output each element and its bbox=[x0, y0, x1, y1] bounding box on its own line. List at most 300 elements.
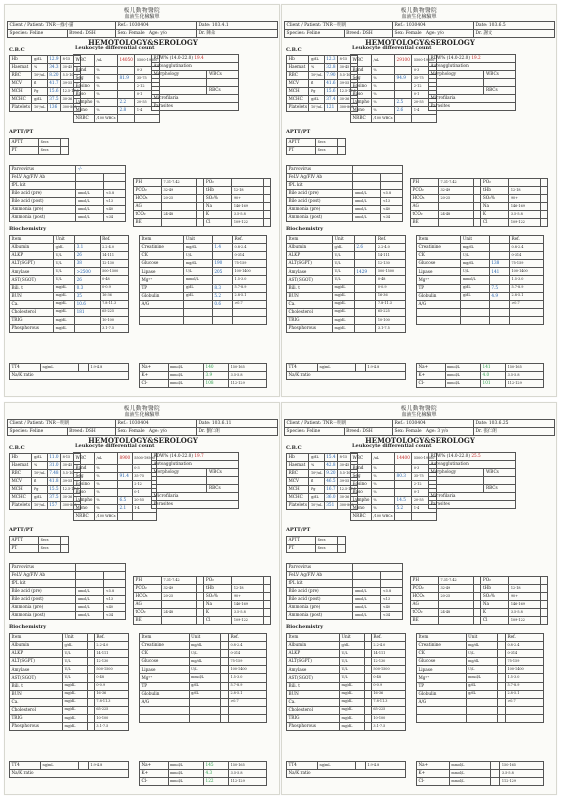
table-row bbox=[10, 478, 81, 486]
lyte-value: 4.0 bbox=[481, 372, 506, 380]
cbc-unit: Pg bbox=[32, 486, 47, 494]
leuk-item: Seg bbox=[74, 75, 95, 83]
lyte-value: 122 bbox=[204, 778, 229, 786]
bile-pre-ref: <5.8 bbox=[104, 588, 126, 596]
table-row bbox=[429, 485, 516, 493]
gas-ref bbox=[232, 577, 264, 585]
aptt-unit: Secs bbox=[316, 147, 338, 155]
bio-unit: g/dL bbox=[184, 284, 212, 292]
leuk-value bbox=[395, 513, 412, 521]
gas-item: K bbox=[204, 211, 232, 219]
wbc-unit: /uL bbox=[94, 55, 117, 67]
table-row bbox=[74, 453, 157, 465]
autoagg-label: Autoagglutination bbox=[152, 461, 239, 469]
bio-value bbox=[498, 682, 506, 690]
table-row bbox=[287, 96, 358, 104]
leuk-item: Seg bbox=[74, 473, 95, 481]
cbc-item: RBC bbox=[10, 470, 32, 478]
leuk-ref bbox=[412, 513, 437, 521]
table-row bbox=[74, 489, 157, 497]
bio-value: 1429 bbox=[354, 268, 375, 276]
bio-ref: 2.2-4.0 bbox=[371, 642, 405, 650]
bio-value: 4.9 bbox=[489, 292, 509, 300]
sex-value: Female bbox=[128, 428, 145, 434]
table-row bbox=[10, 642, 129, 650]
table-row bbox=[417, 674, 544, 682]
bio-unit: g/dL bbox=[62, 642, 87, 650]
date-label: Date: bbox=[475, 420, 488, 426]
bio-unit: mg/dL bbox=[333, 316, 355, 324]
table-row bbox=[411, 195, 548, 203]
bio-unit: mg/dL bbox=[333, 300, 355, 308]
cbc-item: MCV bbox=[287, 478, 309, 486]
parvo-label: Parvovirus bbox=[287, 564, 353, 572]
rdw-label: RDW% (14.0-22.0) bbox=[153, 55, 193, 61]
autoagg-label: Autoagglutination bbox=[152, 63, 239, 71]
bio-unit: mmol/L bbox=[466, 674, 498, 682]
bio-ref: 100-1400 bbox=[228, 666, 266, 674]
gas-ref: 20-25 bbox=[438, 593, 473, 601]
table-row bbox=[429, 493, 516, 501]
cbc-value: 34.3 bbox=[47, 64, 60, 72]
table-row bbox=[429, 71, 516, 79]
bio-ref: 75-159 bbox=[509, 260, 543, 268]
aptt-title: APTT/PT bbox=[286, 129, 311, 135]
table-row bbox=[417, 244, 544, 252]
bio-unit: g/dL bbox=[466, 682, 498, 690]
cbc-value: 157 bbox=[47, 502, 60, 510]
bile-pre-ref: <5.8 bbox=[381, 588, 403, 596]
date-label: Date: bbox=[475, 22, 488, 28]
leuk-value bbox=[395, 481, 412, 489]
wbc-unit: /uL bbox=[371, 453, 394, 465]
gas-item: tCO₂ bbox=[411, 609, 439, 617]
bio-unit: mg/dL bbox=[461, 260, 489, 268]
bio-ref: 100-1400 bbox=[509, 268, 543, 276]
table-row bbox=[429, 103, 516, 111]
table-row bbox=[351, 83, 437, 91]
bio-ref: 7.8-11.3 bbox=[94, 698, 128, 706]
bio-ref: 3.1-7.5 bbox=[100, 325, 128, 333]
bio-value bbox=[365, 706, 372, 714]
wbcs-label: WBCs bbox=[207, 469, 239, 477]
amm-post-unit: umol/L bbox=[353, 612, 381, 620]
leuk-ref: 0-3 bbox=[412, 465, 437, 473]
table-row bbox=[10, 537, 69, 545]
dr-label: Dr. bbox=[198, 30, 206, 36]
bio-unit: U/L bbox=[54, 268, 75, 276]
table-row bbox=[417, 634, 544, 642]
gas-item: tCO₂ bbox=[411, 211, 439, 219]
amm-pre-label: Ammonia (pre) bbox=[10, 206, 76, 214]
cbc-table bbox=[286, 453, 358, 510]
table-row bbox=[10, 706, 129, 714]
bio-ref: 0-48 bbox=[376, 276, 406, 284]
table-row bbox=[74, 91, 160, 99]
table-row bbox=[134, 601, 271, 609]
table-row bbox=[351, 55, 437, 67]
biochem-right-table bbox=[416, 235, 544, 325]
bio-value bbox=[365, 642, 372, 650]
cbc-item: MCHC bbox=[10, 494, 32, 502]
blood-gas-table bbox=[133, 178, 271, 227]
bio-unit: mg/dL bbox=[339, 690, 364, 698]
col-unit: Unit bbox=[466, 634, 498, 642]
col-item: Item bbox=[140, 634, 190, 642]
table-row bbox=[411, 577, 548, 585]
date-label: Date: bbox=[198, 420, 211, 426]
aptt-title: APTT/PT bbox=[286, 527, 311, 533]
bio-value bbox=[221, 682, 229, 690]
rdw-label: RDW% (14.0-22.0) bbox=[153, 453, 193, 459]
bio-item: Amylase bbox=[287, 268, 333, 276]
table-row bbox=[134, 203, 271, 211]
lyte-ref: 3.5-5.8 bbox=[500, 770, 544, 778]
bio-item: ALT(SGPT) bbox=[10, 658, 63, 666]
table-row bbox=[287, 364, 406, 372]
bio-unit bbox=[184, 300, 212, 308]
bio-unit: mg/dL bbox=[184, 260, 212, 268]
bio-item: A/G bbox=[140, 300, 184, 308]
amm-post-ref: <34 bbox=[104, 214, 126, 222]
bio-item: Amylase bbox=[287, 666, 340, 674]
table-row bbox=[10, 292, 129, 300]
bio-item: Albumin bbox=[287, 244, 333, 252]
wbc-ref: 5500-19500 bbox=[412, 453, 437, 465]
bio-ref: 0-48 bbox=[94, 674, 128, 682]
lyte-item: K+ bbox=[140, 372, 169, 380]
leuk-value bbox=[118, 115, 135, 123]
bio-unit: mg/dL bbox=[461, 244, 489, 252]
col-unit: Unit bbox=[184, 236, 212, 244]
breed-value: DSH bbox=[362, 30, 373, 36]
bio-item: TRIG bbox=[287, 316, 333, 324]
bio-value bbox=[88, 698, 95, 706]
cbc-unit: fl bbox=[32, 478, 47, 486]
table-row bbox=[10, 56, 81, 64]
table-row bbox=[287, 545, 346, 553]
rdw-value: 19.7 bbox=[194, 453, 204, 459]
gas-item: PCO₂ bbox=[411, 187, 439, 195]
cbc-ref: 30-36 bbox=[61, 494, 81, 502]
table-row bbox=[140, 650, 267, 658]
bio-value bbox=[498, 690, 506, 698]
aptt-value bbox=[61, 537, 69, 545]
leuk-ref: 0-3 bbox=[135, 67, 160, 75]
lyte-ref: 150-165 bbox=[229, 364, 267, 372]
table-row bbox=[429, 501, 516, 509]
leuk-value bbox=[395, 115, 412, 123]
bio-value: 1.4 bbox=[212, 244, 232, 252]
patient-header bbox=[7, 419, 278, 436]
cbc-value: 41.7 bbox=[47, 80, 60, 88]
gas-item: PCO₂ bbox=[411, 585, 439, 593]
bio-item: TRIG bbox=[287, 714, 340, 722]
table-row bbox=[140, 674, 267, 682]
leuk-unit: /100 WBCs bbox=[371, 513, 394, 521]
bio-value bbox=[498, 642, 506, 650]
nak-label: Na/K ratio bbox=[10, 770, 129, 778]
table-row bbox=[287, 64, 358, 72]
table-row bbox=[140, 682, 267, 690]
lyte-unit: mmol/L bbox=[445, 380, 480, 388]
table-row bbox=[429, 79, 516, 87]
lyte-unit: mmol/L bbox=[168, 770, 203, 778]
table-row bbox=[152, 493, 239, 501]
bio-ref: >0.7 bbox=[509, 300, 543, 308]
bio-ref: 0.8-2.4 bbox=[232, 244, 266, 252]
bio-value bbox=[221, 642, 229, 650]
bile-post-ref: <13 bbox=[104, 596, 126, 604]
gas-ref bbox=[161, 617, 196, 625]
table-row bbox=[287, 604, 403, 612]
col-ref: Ref. bbox=[509, 236, 543, 244]
leuk-item: Mono bbox=[351, 107, 372, 115]
form-title: 血液生化檢驗單 bbox=[401, 412, 437, 419]
parasites-label: Parasites bbox=[152, 501, 239, 509]
leuk-unit: % bbox=[371, 481, 394, 489]
table-row bbox=[10, 564, 126, 572]
bio-value bbox=[88, 650, 95, 658]
cbc-value: 136 bbox=[47, 104, 60, 112]
table-row bbox=[140, 778, 267, 786]
leuk-item: NRBC bbox=[351, 115, 372, 123]
lyte-value: 3.9 bbox=[204, 372, 229, 380]
species-label: Species: bbox=[9, 428, 29, 434]
bio-unit: g/dL bbox=[461, 284, 489, 292]
bio-ref: 14-111 bbox=[100, 252, 128, 260]
leuk-ref: 2-12 bbox=[412, 481, 437, 489]
cbc-ref: 12.5-17.5 bbox=[338, 486, 358, 494]
bio-unit: mmol/L bbox=[461, 276, 489, 284]
cbc-value: 37.5 bbox=[47, 494, 60, 502]
leuk-ref: 0-1 bbox=[135, 91, 160, 99]
table-row bbox=[287, 300, 406, 308]
bio-ref: 2.8-5.1 bbox=[505, 690, 543, 698]
gas-item: HCO₃ bbox=[411, 195, 439, 203]
col-item: Item bbox=[417, 634, 467, 642]
table-row bbox=[140, 634, 267, 642]
leuk-value bbox=[118, 481, 133, 489]
cbc-ref: 5.5-10 bbox=[338, 72, 358, 80]
bio-unit: mg/dL bbox=[54, 284, 75, 292]
table-row bbox=[140, 380, 267, 388]
bile-pre-unit: umol/L bbox=[353, 190, 381, 198]
leuk-ref: 0-3 bbox=[412, 67, 437, 75]
main-title: HEMOTOLOGY&SEROLOGY bbox=[88, 38, 198, 47]
leuk-value: 2.5 bbox=[395, 99, 412, 107]
table-row bbox=[417, 372, 544, 380]
bio-item: Cholesterol bbox=[10, 706, 63, 714]
leuk-item: NRBC bbox=[74, 115, 95, 123]
biochem-title: Biochemistry bbox=[9, 226, 47, 232]
table-row bbox=[287, 537, 346, 545]
cbc-item: MCHC bbox=[287, 494, 309, 502]
dr-label: Dr. bbox=[198, 428, 206, 434]
ref-value: 1030404 bbox=[406, 420, 426, 426]
wbc-unit: /uL bbox=[371, 55, 394, 67]
tt4-table bbox=[9, 761, 129, 778]
bio-ref: 1.5-3.0 bbox=[505, 674, 543, 682]
parvo-label: Parvovirus bbox=[10, 564, 76, 572]
gas-ref: 12-18 bbox=[232, 187, 264, 195]
bio-value bbox=[88, 706, 95, 714]
lyte-ref: 3.5-5.8 bbox=[506, 372, 544, 380]
bile-post-ref: <13 bbox=[381, 198, 403, 206]
client-label: Client / Patient: bbox=[9, 420, 45, 426]
table-row bbox=[134, 609, 271, 617]
bio-item: TP bbox=[417, 682, 467, 690]
date-value: 103.4.1 bbox=[211, 22, 229, 28]
bio-item: Phosphorous bbox=[287, 723, 340, 731]
gas-ref: 146-169 bbox=[509, 601, 541, 609]
bio-value: 141 bbox=[489, 268, 509, 276]
cbc-title: C.B.C bbox=[286, 445, 302, 451]
gas-item: PH bbox=[134, 179, 162, 187]
cbc-ref: 300-800 bbox=[61, 502, 81, 510]
bio-unit bbox=[466, 698, 498, 706]
bio-unit: U/L bbox=[466, 650, 498, 658]
bio-item: ALKP bbox=[287, 650, 340, 658]
date-label: Date: bbox=[198, 22, 211, 28]
cbc-ref: 30-45 bbox=[61, 462, 81, 470]
bio-ref: 0-0.9 bbox=[371, 682, 405, 690]
gas-ref bbox=[161, 203, 196, 211]
bio-item: Ca. bbox=[287, 300, 333, 308]
aptt-value bbox=[61, 147, 69, 155]
cbc-ref: 8-15 bbox=[61, 454, 81, 462]
bio-item: Mg²⁺ bbox=[417, 674, 467, 682]
table-row bbox=[74, 107, 160, 115]
table-row bbox=[417, 252, 544, 260]
bio-ref: 500-1500 bbox=[376, 268, 406, 276]
gas-item: SO₂% bbox=[204, 195, 232, 203]
bio-ref: 2.8-5.1 bbox=[228, 690, 266, 698]
leuk-unit: % bbox=[94, 91, 117, 99]
table-row bbox=[417, 236, 544, 244]
amm-pre-unit: umol/L bbox=[76, 206, 104, 214]
bio-item: Glucose bbox=[140, 260, 184, 268]
autoagg-label: Autoagglutination bbox=[429, 461, 516, 469]
cbc-unit: 10³/uL bbox=[32, 104, 47, 112]
rbcs-label: RBCs bbox=[207, 485, 239, 493]
bio-ref: 0-0.9 bbox=[376, 284, 406, 292]
col-ref: Ref. bbox=[376, 236, 406, 244]
leuk-unit: % bbox=[371, 465, 394, 473]
bio-item: Creatinine bbox=[417, 244, 461, 252]
bio-ref: 0-314 bbox=[509, 252, 543, 260]
bio-ref: 1.5-3.0 bbox=[232, 276, 266, 284]
table-row bbox=[287, 206, 403, 214]
cbc-value: 11.0 bbox=[47, 454, 60, 462]
bile-post-ref: <13 bbox=[381, 596, 403, 604]
col-ref: Ref. bbox=[232, 236, 266, 244]
leuk-unit: /100 WBCs bbox=[94, 115, 117, 123]
lyte-item: K+ bbox=[417, 770, 450, 778]
leuk-item: Seg bbox=[351, 75, 372, 83]
amm-post-unit: umol/L bbox=[76, 612, 104, 620]
bio-unit: g/dL bbox=[461, 292, 489, 300]
bio-unit: g/dL bbox=[184, 292, 212, 300]
bio-ref: 0-314 bbox=[232, 252, 266, 260]
gas-ref: 7.31-7.42 bbox=[161, 577, 196, 585]
leuk-value bbox=[118, 83, 135, 91]
morph-label: Morphology bbox=[429, 469, 484, 477]
bio-item: Globulin bbox=[140, 690, 190, 698]
aptt-unit: Secs bbox=[39, 139, 61, 147]
cbc-item: RBC bbox=[10, 72, 32, 80]
leuk-ref: 35-75 bbox=[412, 75, 437, 83]
table-row bbox=[134, 195, 271, 203]
leuk-value bbox=[395, 83, 412, 91]
cbc-ref: 39-55 bbox=[61, 80, 81, 88]
table-row bbox=[10, 650, 129, 658]
leuk-ref: 35-75 bbox=[132, 473, 157, 481]
bio-ref: 14-111 bbox=[376, 252, 406, 260]
bio-ref: 1.5-3.0 bbox=[509, 276, 543, 284]
leuk-ref bbox=[132, 513, 157, 521]
gas-item: AG bbox=[134, 203, 162, 211]
rdw-value: 25.5 bbox=[471, 453, 481, 459]
table-row bbox=[287, 292, 406, 300]
parvo-value bbox=[353, 564, 403, 572]
table-row bbox=[10, 88, 81, 96]
cbc-ref: 39-55 bbox=[338, 478, 358, 486]
bio-unit: mmol/L bbox=[184, 276, 212, 284]
cbc-item: Hb bbox=[287, 454, 309, 462]
table-row bbox=[287, 674, 406, 682]
cbc-value: 7.48 bbox=[47, 470, 60, 478]
amm-post-unit: umol/L bbox=[353, 214, 381, 222]
gas-item: HCO₃ bbox=[411, 593, 439, 601]
bio-unit: mg/dL bbox=[339, 698, 364, 706]
table-row bbox=[10, 244, 129, 252]
lyte-item: Na+ bbox=[140, 762, 169, 770]
bio-item: Phosphorous bbox=[287, 325, 333, 333]
bio-unit: mg/dL bbox=[54, 300, 75, 308]
biochem-title: Biochemistry bbox=[286, 226, 324, 232]
cbc-item: Platelets bbox=[287, 502, 309, 510]
leuk-value: 2.6 bbox=[395, 107, 412, 115]
cbc-ref: 12.5-17.5 bbox=[61, 88, 81, 96]
gas-ref: 12-18 bbox=[509, 187, 541, 195]
gas-item: tHb bbox=[481, 187, 509, 195]
leuk-title: Leukocyte differential count bbox=[75, 443, 155, 449]
bio-value bbox=[489, 300, 509, 308]
leuk-unit: % bbox=[94, 473, 117, 481]
table-row bbox=[287, 276, 406, 284]
cbc-unit: g/dL bbox=[309, 96, 324, 104]
table-row bbox=[152, 453, 239, 461]
bio-item: Creatinine bbox=[140, 244, 184, 252]
bio-ref: 14-111 bbox=[371, 650, 405, 658]
bio-ref: 65-225 bbox=[100, 308, 128, 316]
species-value: Feline bbox=[29, 30, 44, 36]
microfilaria-label: Microfilaria bbox=[152, 493, 239, 501]
table-row bbox=[152, 501, 239, 509]
leuk-value bbox=[395, 489, 412, 497]
gas-ref: 24-48 bbox=[438, 609, 473, 617]
table-row bbox=[10, 80, 81, 88]
leuk-unit: % bbox=[371, 75, 394, 83]
bio-value bbox=[221, 666, 229, 674]
cbc-ref: 30-36 bbox=[338, 494, 358, 502]
bio-ref: 10-100 bbox=[100, 316, 128, 324]
leuk-value bbox=[395, 91, 412, 99]
leuk-ref: 0-1 bbox=[412, 91, 437, 99]
age-value: y/o bbox=[437, 30, 444, 36]
cbc-unit: g/dL bbox=[309, 494, 324, 502]
